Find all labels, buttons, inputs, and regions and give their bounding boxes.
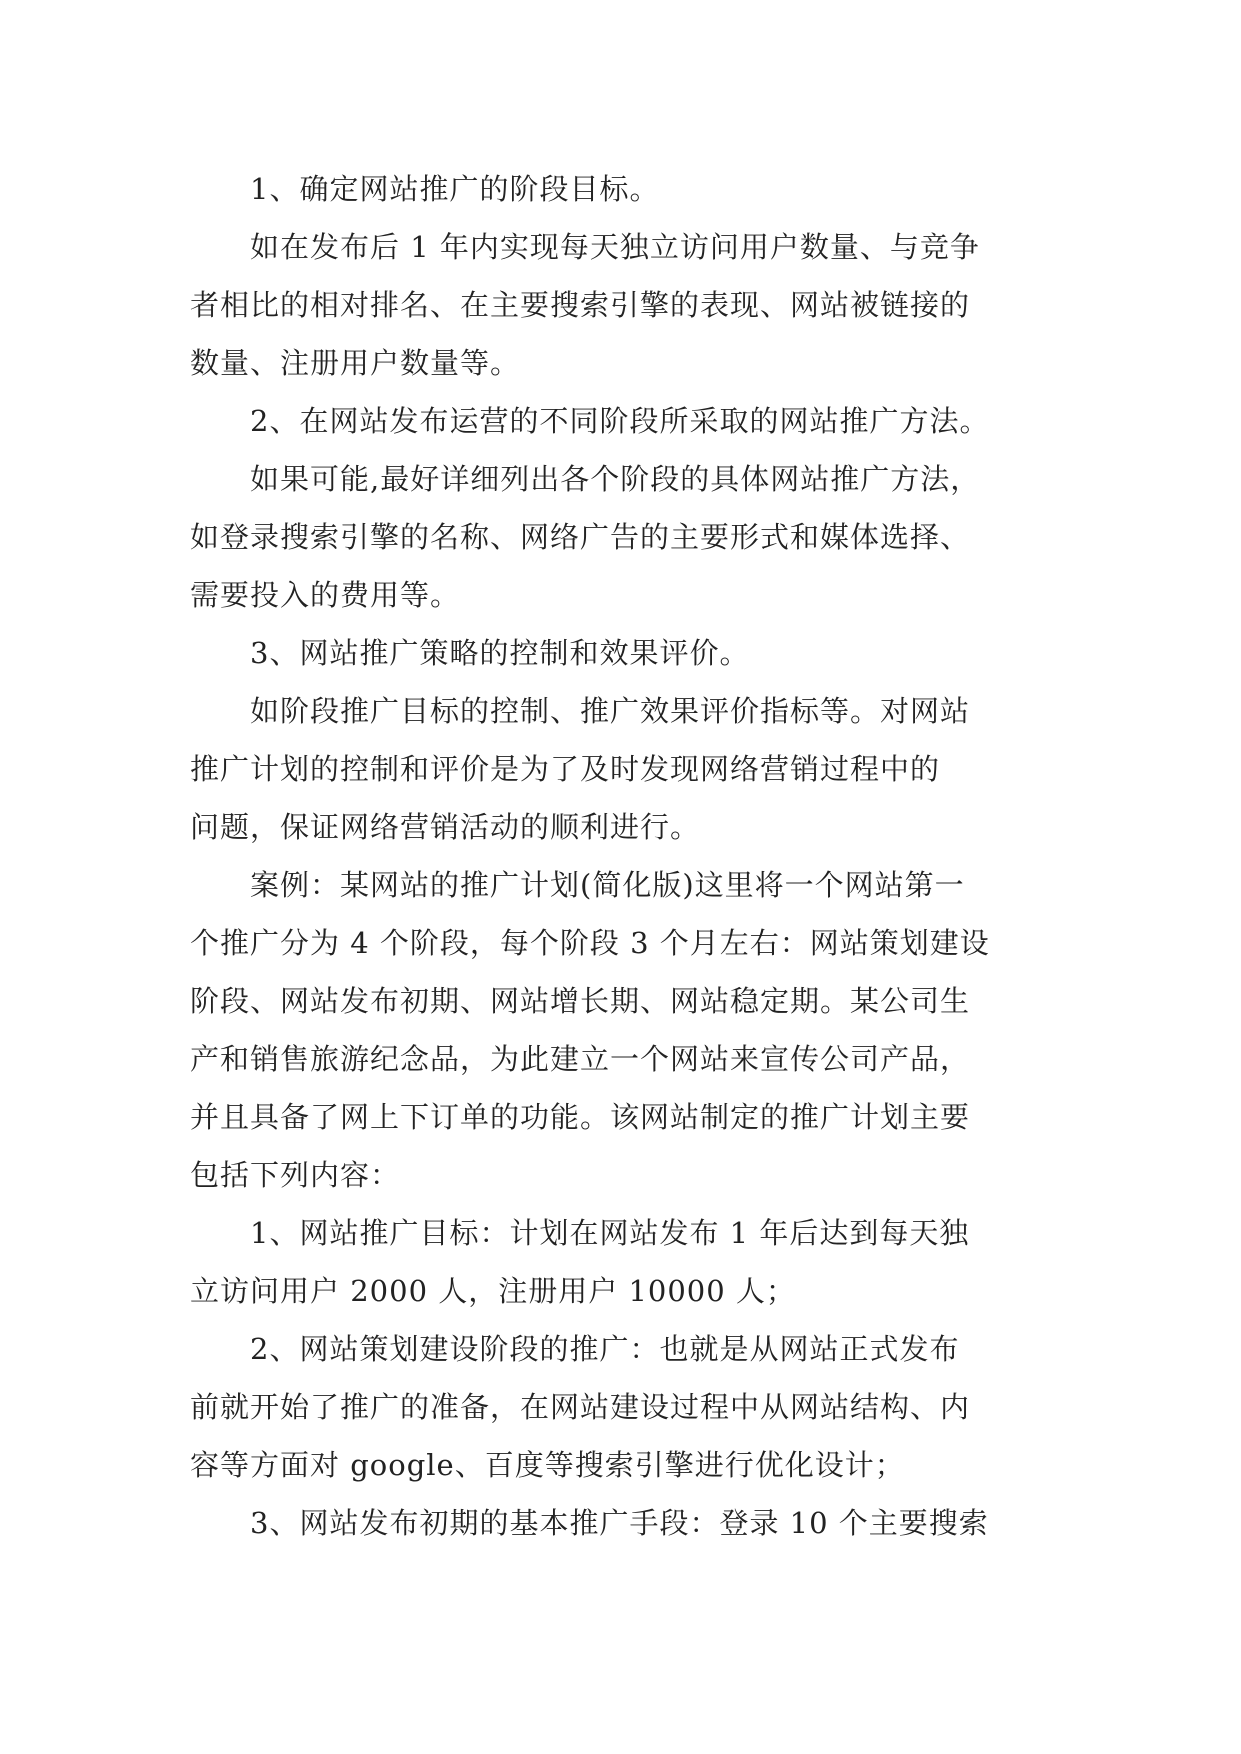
- text-line: 立访问用户 2000 人，注册用户 10000 人；: [190, 1274, 796, 1308]
- document-body: [190, 160, 1060, 1552]
- text-line: 如果可能,最好详细列出各个阶段的具体网站推广方法，: [250, 462, 981, 496]
- text-line: 容等方面对 google、百度等搜索引擎进行优化设计；: [190, 1448, 905, 1482]
- text-line: 2、在网站发布运营的不同阶段所采取的网站推广方法。: [250, 404, 990, 438]
- text-line: 者相比的相对排名、在主要搜索引擎的表现、网站被链接的: [190, 288, 971, 322]
- text-line: 1、确定网站推广的阶段目标。: [250, 172, 660, 206]
- text-line: 如在发布后 1 年内实现每天独立访问用户数量、与竞争: [250, 230, 980, 264]
- text-line: 推广计划的控制和评价是为了及时发现网络营销过程中的: [190, 752, 941, 786]
- text-line: 3、网站发布初期的基本推广手段：登录 10 个主要搜索: [250, 1506, 989, 1540]
- text-line: 3、网站推广策略的控制和效果评价。: [250, 636, 750, 670]
- text-line: 个推广分为 4 个阶段，每个阶段 3 个月左右：网站策划建设: [190, 926, 990, 960]
- text-line: 阶段、网站发布初期、网站增长期、网站稳定期。某公司生: [190, 984, 971, 1018]
- text-line: 如登录搜索引擎的名称、网络广告的主要形式和媒体选择、: [190, 520, 971, 554]
- text-line: 包括下列内容：: [190, 1158, 401, 1192]
- text-line: 如阶段推广目标的控制、推广效果评价指标等。对网站: [250, 694, 971, 728]
- text-line: 2、网站策划建设阶段的推广：也就是从网站正式发布: [250, 1332, 960, 1366]
- text-line: 数量、注册用户数量等。: [190, 346, 521, 380]
- text-line: 并且具备了网上下订单的功能。该网站制定的推广计划主要: [190, 1100, 971, 1134]
- text-line: 1、网站推广目标：计划在网站发布 1 年后达到每天独: [250, 1216, 970, 1250]
- text-line: 产和销售旅游纪念品，为此建立一个网站来宣传公司产品，: [190, 1042, 971, 1076]
- text-line: 案例：某网站的推广计划(简化版)这里将一个网站第一: [250, 868, 965, 902]
- text-line: 需要投入的费用等。: [190, 578, 461, 612]
- text-line: 问题，保证网络营销活动的顺利进行。: [190, 810, 701, 844]
- text-line: 前就开始了推广的准备，在网站建设过程中从网站结构、内: [190, 1390, 971, 1424]
